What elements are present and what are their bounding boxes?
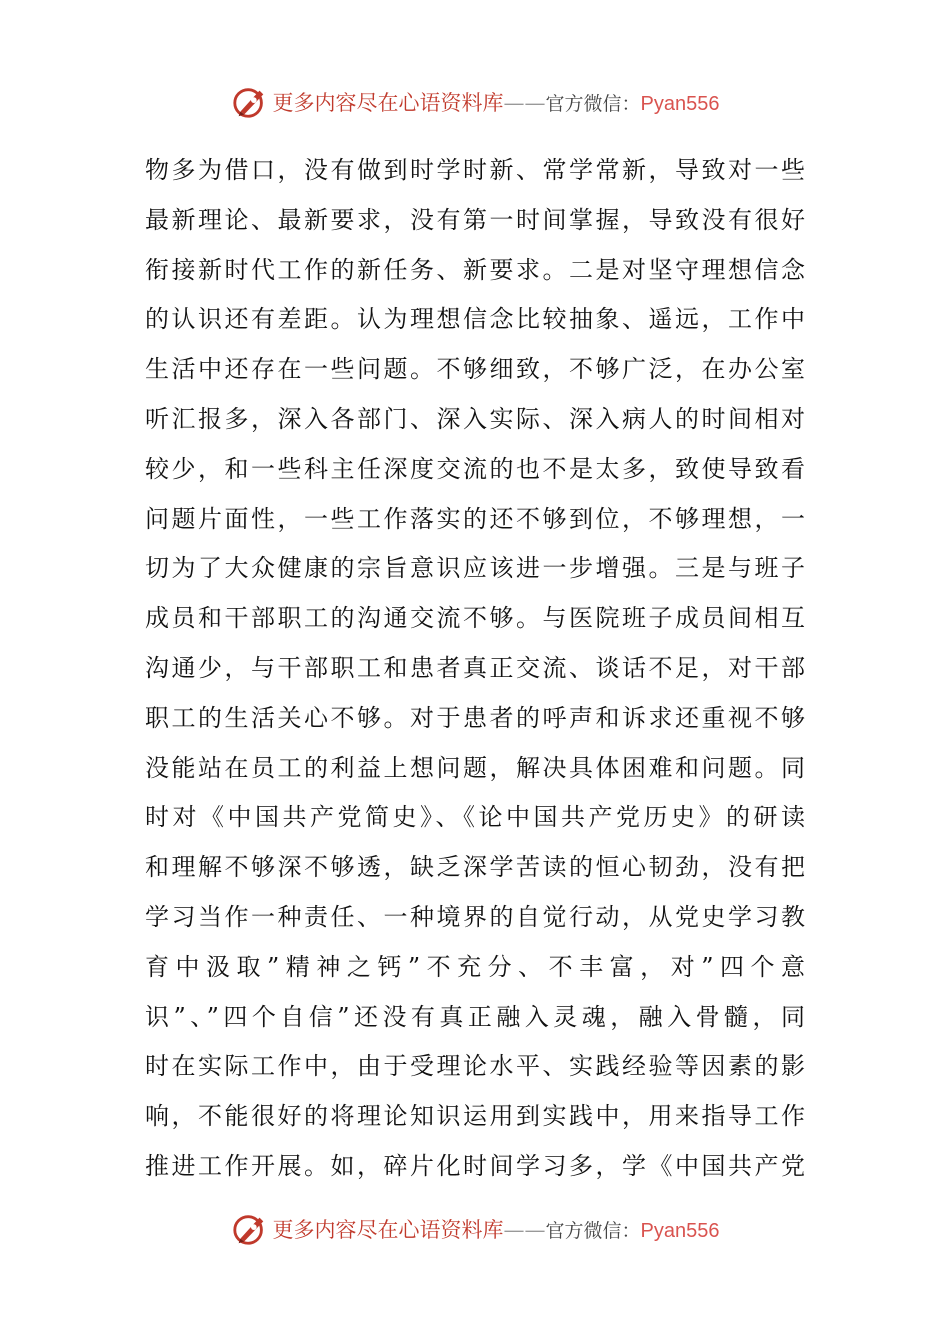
text-line: 成员和干部职工的沟通交流不够。与医院班子成员间相互	[145, 604, 805, 633]
text-line: 问题片面性，一些工作落实的还不够到位，不够理想，一	[145, 504, 805, 533]
text-line: 响，不能很好的将理论知识运用到实践中，用来指导工作	[145, 1102, 805, 1131]
header-wechat-id: Pyan556	[640, 93, 720, 115]
text-line: 最新理论、最新要求，没有第一时间掌握，导致没有很好	[145, 205, 805, 234]
footer-main-text: 更多内容尽在心语资料库	[272, 1218, 504, 1242]
pen-logo-icon	[231, 1210, 269, 1248]
text-line: 物多为借口，没有做到时学时新、常学常新，导致对一些	[145, 156, 805, 184]
text-line: 识”、”四个自信”还没有真正融入灵魂，融入骨髓，同	[145, 1002, 805, 1031]
footer-text	[273, 1214, 720, 1244]
header-main-text: 更多内容尽在心语资料库	[272, 91, 504, 115]
text-line: 时对《中国共产党简史》、《论中国共产党历史》的研读	[145, 803, 805, 832]
footer-wechat-id: Pyan556	[640, 1220, 720, 1242]
header-text	[273, 87, 720, 117]
text-line: 和理解不够深不够透，缺乏深学苦读的恒心韧劲，没有把	[145, 853, 805, 882]
text-line: 听汇报多，深入各部门、深入实际、深入病人的时间相对	[145, 404, 805, 433]
text-line: 切为了大众健康的宗旨意识应该进一步增强。三是与班子	[145, 554, 805, 583]
header-dash: ——	[503, 91, 546, 115]
header-banner	[0, 82, 950, 122]
document-body	[145, 146, 805, 1192]
text-line: 推进工作开展。如，碎片化时间学习多，学《中国共产党	[145, 1151, 805, 1180]
text-line: 时在实际工作中，由于受理论水平、实践经验等因素的影	[145, 1052, 805, 1081]
text-line: 沟通少，与干部职工和患者真正交流、谈话不足，对干部	[145, 653, 805, 682]
text-line: 育中汲取”精神之钙”不充分、不丰富，对”四个意	[145, 952, 805, 981]
footer-dash: ——	[503, 1218, 546, 1242]
text-line: 的认识还有差距。认为理想信念比较抽象、遥远，工作中	[145, 305, 805, 334]
footer-wechat-label: 官方微信：	[545, 1220, 641, 1242]
text-line: 学习当作一种责任、一种境界的自觉行动，从党史学习教	[145, 902, 805, 931]
text-line: 职工的生活关心不够。对于患者的呼声和诉求还重视不够	[145, 703, 805, 732]
footer-banner	[0, 1209, 950, 1249]
text-line: 没能站在员工的利益上想问题，解决具体困难和问题。同	[145, 753, 805, 782]
header-wechat-label: 官方微信：	[545, 93, 641, 115]
text-line: 衔接新时代工作的新任务、新要求。二是对坚守理想信念	[145, 255, 805, 284]
text-line: 较少，和一些科主任深度交流的也不是太多，致使导致看	[145, 454, 805, 483]
text-line: 生活中还存在一些问题。不够细致，不够广泛，在办公室	[145, 355, 805, 384]
pen-logo-icon	[231, 83, 269, 121]
